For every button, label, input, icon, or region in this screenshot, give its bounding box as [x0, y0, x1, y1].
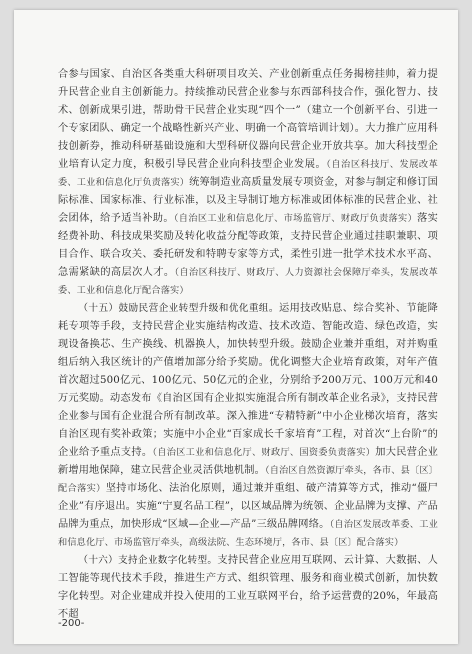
body-text [58, 66, 438, 624]
responsibility-note: （自治区发展改革委、工业和信息化厅、市场监管厅牵头，高级法院、生态环境厅，各市、县〔区〕配合落实） [58, 519, 438, 548]
responsibility-note: （自治区自然资源厅牵头，各市、县〔区〕配合落实） [58, 465, 439, 494]
paragraph-text: 统筹制造业高质量发展专项资金，对参与制定和修订国际标准、国家标准、行业标准，以及主导制订地方标准或团体标准的民营企业、社会团体，给予适当补助。 [58, 177, 438, 224]
responsibility-note: （自治区工业和信息化厅、市场监管厅、财政厅负责落实） [173, 213, 418, 224]
page-number: -200- [58, 618, 85, 629]
section-heading: （十五）鼓励民营企业转型升级和优化重组。 [78, 303, 279, 314]
paragraph-p2 [58, 300, 438, 552]
paragraph-text: 落实经费补助、科技成果奖励及转化收益分配等政策，支持民营企业通过挂职兼职、项目合作、联合攻关、委托研发和特聘专家等方式，柔性引进一批学术技术水平高、急需紧缺的高层次人才。 [58, 213, 438, 278]
paragraph-text: 坚持市场化、法治化原则，通过兼并重组、破产清算等方式，推动“僵尸企业”有序退出。实施“宁夏名品工程”，以区域品牌为统领、企业品牌为支撑、产品品牌为重点，加快形成“区域—企业—产品”三级品牌网络。 [58, 483, 438, 530]
paragraph-p1 [58, 66, 438, 300]
paragraph-text: 合参与国家、自治区各类重大科研项目攻关、产业创新重点任务揭榜挂帅，着力提升民营企业自主创新能力。持续推动民营企业参与东西部科技合作，强化智力、技术、创新成果引进，帮助骨干民营企业实现“四个一”（建立一个创新平台、引进一个专家团队、确定一个战略性新兴产业、明确一个高管培训计划）。大力推广应用科技创新券，推动科研基础设施和大型科研仪器向民营企业开放共享。加大科技型企业培育认定力度，积极引导民营企业向科技型企业发展。 [58, 69, 438, 170]
section-heading: （十六）支持企业数字化转型。 [78, 555, 218, 566]
document-page [14, 10, 458, 644]
responsibility-note: （自治区科技厅、财政厅、人力资源社会保障厅牵头，发展改革委、工业和信息化厅配合落实） [58, 267, 438, 296]
responsibility-note: （自治区科技厅、发展改革委、工业和信息化厅负责落实） [58, 159, 438, 188]
paragraph-text: 加大民营企业新增用地保障，建立民营企业灵活供地机制。 [58, 447, 439, 476]
responsibility-note: （自治区工业和信息化厅、财政厅、国资委负责落实） [152, 447, 376, 458]
paragraph-p3 [58, 552, 438, 624]
paragraph-text: 运用技改贴息、综合奖补、节能降耗专项等手段，支持民营企业实施结构改造、技术改造、智能改造、绿色改造，实现设备换芯、生产换线、机器换人，加快转型升级。鼓励企业兼并重组，对并购重组后纳入我区统计的产值增加部分给予奖励。优化调整大企业培育政策，对年产值首次超过500亿元、100亿元、50亿元的企业，分别给予200万元、100万元和40万元奖励。动态发布《自治区国有企业拟实施混合所有制改革企业名录》，支持民营企业参与国有企业混合所有制改革。深入推进“专精特新”中小企业梯次培育，落实自治区现有奖补政策；实施中小企业“百家成长千家培育”工程，对首次“上台阶”的企业给予重点支持。 [58, 303, 439, 458]
paragraph-text: 支持民营企业应用互联网、云计算、大数据、人工智能等现代技术手段，推进生产方式、组织管理、服务和商业模式创新，加快数字化转型。对企业建成并投入使用的工业互联网平台，给予运营费的20%，年最高不超 [58, 555, 438, 620]
